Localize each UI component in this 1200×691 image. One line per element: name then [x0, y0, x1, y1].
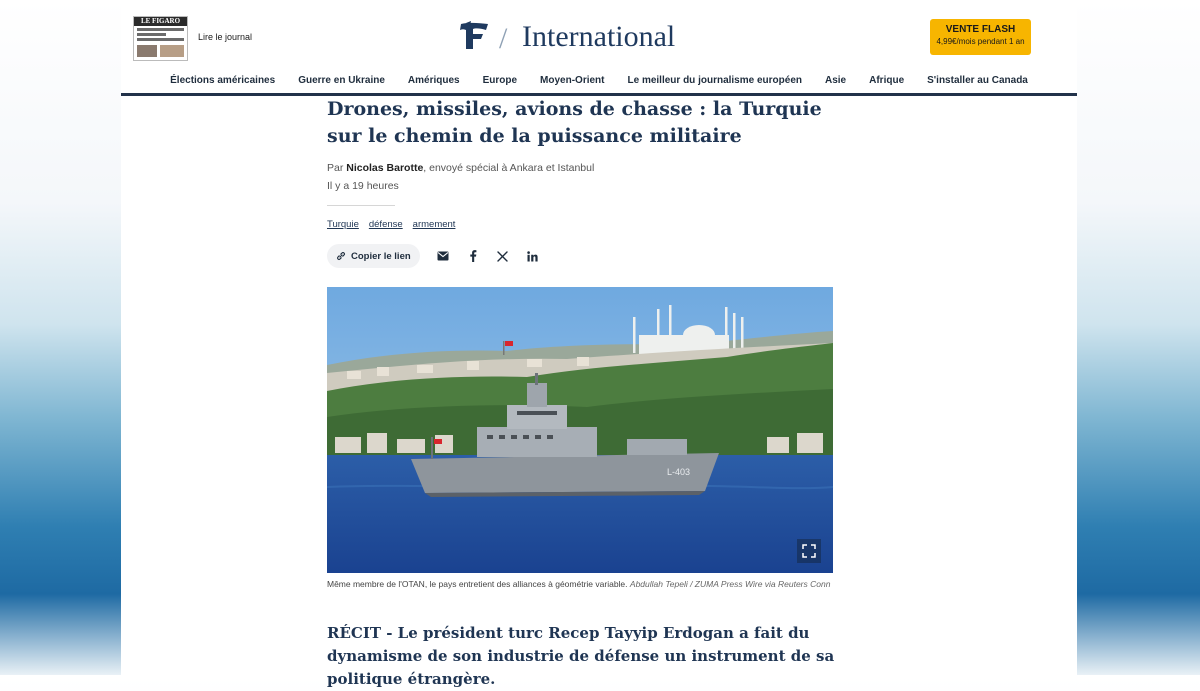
- byline: [327, 162, 594, 174]
- thumb-photo: [137, 45, 157, 57]
- article-headline: Drones, missiles, avions de chasse : la Turquie sur le chemin de la puissance militaire: [327, 98, 822, 147]
- byline-suffix: , envoyé spécial à Ankara et Istanbul: [423, 162, 595, 174]
- nav-item-europe[interactable]: Europe: [482, 75, 518, 86]
- figaro-f-logo-icon[interactable]: [458, 20, 490, 52]
- photo-credit: Abdullah Tepeli / ZUMA Press Wire via Reuters Conn: [629, 579, 831, 589]
- mail-icon[interactable]: [436, 249, 450, 263]
- thumb-line: [137, 38, 184, 41]
- tag-armement[interactable]: armement: [412, 219, 456, 230]
- site-header: [121, 0, 1077, 96]
- flash-sale-subtitle: 4,99€/mois pendant 1 an: [936, 37, 1025, 46]
- byline-divider: [327, 205, 395, 206]
- nav-item-elections[interactable]: Élections américaines: [170, 75, 276, 86]
- read-paper-link[interactable]: Lire le journal: [198, 32, 253, 42]
- nav-item-ukraine[interactable]: Guerre en Ukraine: [298, 75, 385, 86]
- article-page: [121, 0, 1077, 688]
- share-bar: [327, 244, 540, 268]
- bosphorus-ship-illustration: [327, 287, 833, 573]
- author-link[interactable]: Nicolas Barotte: [346, 162, 424, 174]
- newspaper-masthead: LE FIGARO: [134, 17, 187, 26]
- thumb-line: [137, 33, 166, 36]
- tag-turquie[interactable]: Turquie: [327, 219, 359, 230]
- byline-prefix: Par: [327, 162, 344, 174]
- flash-sale-title: VENTE FLASH: [945, 24, 1016, 35]
- publish-time: Il y a 19 heures: [327, 180, 399, 192]
- link-icon: [336, 251, 346, 261]
- thumb-line: [137, 28, 184, 31]
- article-photo[interactable]: [327, 287, 833, 573]
- x-icon[interactable]: [496, 249, 510, 263]
- nav-item-journalisme-europeen[interactable]: Le meilleur du journalisme européen: [627, 75, 802, 86]
- tag-list: [327, 219, 455, 230]
- nav-item-ameriques[interactable]: Amériques: [407, 75, 460, 86]
- photo-caption: [327, 578, 833, 591]
- copy-link-button[interactable]: [327, 244, 420, 268]
- facebook-icon[interactable]: [466, 249, 480, 263]
- article-lead: RÉCIT - Le président turc Recep Tayyip Erdogan a fait du dynamisme de son industrie de défense un instrument de sa politique étrangère.: [327, 624, 835, 688]
- tag-defense[interactable]: défense: [368, 219, 403, 230]
- expand-icon: [802, 544, 816, 558]
- nav-item-canada[interactable]: S'installer au Canada: [927, 75, 1028, 86]
- section-title[interactable]: International: [522, 20, 676, 53]
- hull-number: L-403: [667, 467, 691, 477]
- copy-link-label: Copier le lien: [351, 250, 411, 262]
- linkedin-icon[interactable]: [526, 249, 540, 263]
- nav-item-moyen-orient[interactable]: Moyen-Orient: [540, 75, 605, 86]
- newspaper-thumbnail[interactable]: [133, 16, 188, 61]
- flash-sale-button[interactable]: [930, 19, 1031, 55]
- thumb-photo: [160, 45, 184, 57]
- logo-divider: /: [499, 22, 508, 55]
- expand-image-button[interactable]: [797, 539, 821, 563]
- nav-item-asie[interactable]: Asie: [825, 75, 847, 86]
- caption-text: Même membre de l'OTAN, le pays entretient des alliances à géométrie variable.: [327, 579, 628, 589]
- nav-item-afrique[interactable]: Afrique: [869, 75, 905, 86]
- main-nav: [121, 72, 1077, 90]
